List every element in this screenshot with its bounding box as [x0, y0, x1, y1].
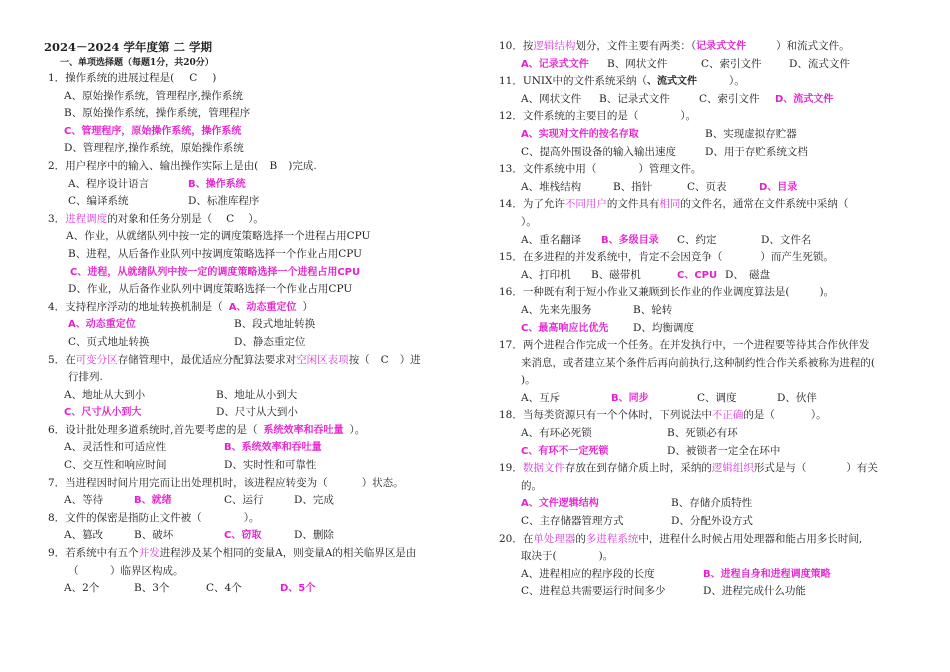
option-c: C、进程，从就绪队列中按一定的调度策略选择一个进程占用CPU [70, 266, 361, 278]
option-d: D、作业，从后备作业队列中调度策略选择一个作业占用CPU [68, 283, 353, 296]
option-b: B、实现虚拟存贮器 [705, 127, 797, 140]
q-stem-tail: 按（ [348, 353, 370, 366]
q-stem-close: ) [212, 72, 217, 84]
q-number: 7． [48, 476, 66, 489]
q-stem-tail: 划分，文件主要有两类：（ [575, 40, 697, 52]
option-c: C、最高响应比优先 [521, 322, 609, 334]
q-number: 15． [499, 251, 523, 264]
option-c: C、编译系统 [68, 195, 129, 208]
question-15 [499, 249, 909, 284]
option-d: D、5个 [280, 583, 316, 595]
q-stem-mid: 存储管理中，最优适应分配算法要求对 [117, 353, 297, 366]
q-stem-close: ）。 [680, 110, 697, 123]
q-number: 10． [499, 40, 523, 52]
option-c: C、有环不一定死锁 [521, 445, 609, 457]
option-b: B、死锁必有环 [667, 427, 738, 440]
question-2 [42, 158, 482, 211]
option-b: B、进程，从后备作业队列中按调度策略选择一个作业占用CPU [68, 247, 362, 260]
option-a: A、进程相应的程序段的长度 [521, 567, 655, 580]
option-d: D、目录 [759, 181, 798, 193]
q-stem-close: )。 [819, 286, 835, 299]
option-d: D、流式文件 [775, 93, 834, 105]
option-c: C、尺寸从小到大 [64, 407, 142, 419]
option-a: A、先来先服务 [521, 303, 592, 316]
option-b: B、破坏 [134, 529, 174, 542]
option-a: A、实现对文件的按名存取 [521, 128, 639, 140]
q-stem-close: ）管理文件。 [638, 163, 702, 176]
option-a: A、重名翻译 [521, 233, 582, 246]
option-b: B、3个 [134, 582, 170, 595]
q-highlight: 空闲区表项 [296, 353, 349, 366]
q-number: 4． [48, 300, 66, 313]
question-10 [499, 38, 909, 73]
option-b: B、存储介质特性 [671, 497, 753, 510]
q-stem-close: ）。 [810, 409, 827, 422]
q-number: 17． [499, 339, 523, 352]
q-stem-close: )完成. [288, 159, 317, 172]
q-number: 6． [48, 423, 66, 436]
q-highlight: 并发 [138, 547, 160, 560]
option-b: B、指针 [613, 180, 653, 193]
q-stem: 文件系统中用（ [522, 163, 597, 176]
option-c: C、进程总共需要运行时间多少 [521, 585, 666, 598]
left-column [42, 38, 482, 598]
q-stem-pre: 按 [522, 40, 534, 52]
question-13 [499, 161, 909, 196]
option-b: B、就绪 [134, 495, 172, 507]
option-d: D、尺寸从大到小 [216, 406, 298, 419]
question-5 [42, 352, 482, 422]
q-stem: 操作系统的进展过程是( [65, 72, 175, 84]
option-b: B、同步 [611, 392, 649, 404]
q-highlight: 不正确 [711, 409, 744, 422]
right-column [499, 38, 909, 601]
question-12 [499, 108, 909, 161]
option-c: C、主存储器管理方式 [521, 515, 624, 528]
option-c: C、索引文件 [699, 92, 760, 105]
q-stem-mid: 存放在到存储介质上时，采纳的 [564, 462, 712, 475]
q-number: 18． [499, 409, 523, 422]
option-d: D、用于存贮系统文档 [705, 145, 808, 158]
option-b: B、轮转 [633, 303, 673, 316]
q-stem-mid: 的 [575, 532, 586, 545]
q-stem: 支持程序浮动的地址转换机制是（ [65, 300, 223, 313]
q-highlight: 可变分区 [75, 353, 118, 366]
option-b: B、段式地址转换 [234, 318, 316, 331]
q-stem-pre: 当每类资源只有一个个体时，下列说法中 [522, 409, 712, 422]
q-number: 11． [499, 75, 523, 88]
q-number: 20． [499, 532, 523, 545]
option-b: B、多级目录 [601, 234, 659, 246]
option-a: A、动态重定位 [68, 319, 136, 331]
q-stem-close: ）。 [729, 75, 745, 88]
q-stem-mid: 的文件具有 [606, 198, 660, 211]
question-6 [42, 422, 482, 475]
option-b: B、进程自身和进程调度策略 [703, 568, 831, 580]
option-a: A、篡改 [64, 529, 104, 542]
q-stem: 用户程序中的输入、输出操作实际上是由( [65, 159, 259, 172]
option-b: B、地址从小到大 [216, 388, 298, 401]
question-20 [499, 531, 909, 601]
option-a: A、记录式文件 [521, 58, 589, 70]
q-number: 14． [499, 198, 523, 211]
option-b: B、系统效率和吞吐量 [224, 442, 322, 454]
q-stem: 的对象和任务分别是（ [107, 212, 213, 225]
option-d: D、静态重定位 [234, 335, 306, 348]
q-stem-close: ）而产生死锁。 [760, 251, 834, 264]
q-number: 9． [48, 547, 66, 560]
q-number: 1． [48, 72, 66, 84]
q-continuation: 取决于( )。 [521, 550, 614, 563]
option-a: A、网状文件 [521, 92, 582, 105]
q-stem: UNIX中的文件系统采纳（ [522, 75, 648, 88]
q-highlight: 数据文件 [522, 462, 565, 475]
q-highlight: 逻辑结构 [533, 40, 576, 52]
option-d: D、均衡调度 [633, 321, 694, 334]
q-answer: A、动态重定位 [228, 301, 297, 313]
option-a: A、原始操作系统，管理程序,操作系统 [64, 89, 243, 102]
q-stem-tail: 的是（ [743, 409, 775, 422]
q-highlight: 多进程系统 [585, 532, 639, 545]
q-number: 3． [48, 212, 66, 225]
option-a: A、文件逻辑结构 [521, 498, 599, 510]
q-highlight: 逻辑组织 [711, 462, 754, 475]
q-answer: B [269, 159, 278, 172]
q-continuation: 来消息，或者建立某个条件后再向前执行,这种制约性合作关系被称为进程的( [521, 356, 875, 369]
question-14 [499, 196, 909, 249]
option-c: C、提高外围设备的输入输出速度 [521, 145, 677, 158]
q-stem-close: ）和流式文件。 [776, 40, 850, 52]
question-11 [499, 73, 909, 108]
q-stem-tail: 形式是与（ [753, 462, 807, 475]
q-stem: 两个进程合作完成一个任务。在并发执行中，一个进程要等待其合作伙伴发 [522, 339, 870, 352]
q-stem-close: ）状态。 [361, 476, 404, 489]
option-d: D、管理程序,操作系统，原始操作系统 [64, 142, 244, 155]
q-stem-close: ）。 [248, 212, 264, 225]
q-stem: 在多进程的并发系统中，肯定不会因竞争（ [522, 251, 723, 264]
option-c: C、窃取 [224, 530, 262, 542]
question-17 [499, 337, 909, 407]
q-stem: 设计批处理多道系统时,首先要考虑的是（ [65, 423, 258, 436]
q-highlight: 不同用户 [564, 198, 607, 211]
q-stem: 当进程因时间片用完而让出处理机时，该进程应转变为（ [65, 476, 328, 489]
q-stem: 文件的保密是指防止文件被（ [65, 511, 202, 524]
q-continuation: 的。 [521, 479, 542, 492]
question-8 [42, 510, 482, 545]
q-number: 5． [48, 353, 66, 366]
option-d: D、进程完成什么功能 [703, 585, 806, 598]
option-a: A、打印机 [521, 268, 571, 281]
question-3 [42, 211, 482, 299]
q-stem-pre: 在 [522, 532, 534, 545]
question-9 [42, 545, 482, 598]
q-answer: 系统效率和吞吐量 [263, 424, 344, 436]
option-a: A、堆栈结构 [521, 180, 582, 193]
section-heading: 一、单项选择题（每题1分，共20分） [60, 58, 214, 68]
option-a: A、互斥 [521, 391, 561, 404]
q-number: 19． [499, 462, 523, 475]
q-continuation: )。 [521, 374, 536, 387]
option-c: C、调度 [697, 391, 737, 404]
q-stem-close: ）。 [349, 423, 366, 436]
q-stem-close: ）有关 [846, 462, 878, 475]
q-answer: C [380, 353, 389, 366]
option-c: C、CPU [677, 269, 718, 281]
q-stem-close: ）。 [243, 511, 260, 524]
q-continuation: ）。 [521, 215, 537, 228]
q-continuation: （ ）临界区构成。 [68, 564, 184, 577]
question-16 [499, 284, 909, 337]
q-number: 8． [48, 511, 66, 524]
q-highlight: 单处理器 [533, 532, 576, 545]
option-d: D、标准库程序 [188, 195, 260, 208]
q-stem-pre: 在 [65, 353, 76, 366]
option-c: C、页表 [687, 180, 727, 193]
option-d: D、删除 [294, 529, 334, 542]
q-number: 12． [499, 110, 523, 123]
page-title: 2024－2024 学年度第 二 学期 [44, 40, 213, 54]
option-b: B、磁带机 [591, 268, 641, 281]
q-answer: C [226, 212, 235, 225]
q-stem-tail: 的文件名，通常在文件系统中采纳（ [680, 198, 849, 211]
option-b: B、操作系统 [188, 178, 246, 190]
question-18 [499, 407, 909, 460]
q-stem-close: ） [302, 300, 313, 313]
option-d: D、分配外设方式 [671, 515, 753, 528]
option-c: C、索引文件 [701, 57, 762, 70]
q-stem-pre: 为了允许 [522, 198, 565, 211]
option-d: D、流式文件 [789, 57, 850, 70]
option-c: C、运行 [224, 494, 264, 507]
option-a: A、程序设计语言 [68, 177, 150, 190]
option-c: C、交互性和响应时间 [64, 459, 167, 472]
option-d: D、实时性和可靠性 [224, 459, 317, 472]
q-stem-pre: 若系统中有五个 [65, 547, 139, 560]
q-answer: 、流式文件 [647, 76, 698, 88]
q-stem-tail: 中，进程什么时候占用处理器和能占用多长时间, [638, 532, 863, 545]
option-c: C、管理程序，原始操作系统，操作系统 [64, 125, 242, 137]
option-b: B、网状文件 [607, 57, 668, 70]
q-answer: C [189, 72, 198, 84]
option-c: C、4个 [206, 582, 242, 595]
q-number: 13． [499, 163, 523, 176]
question-1 [42, 70, 482, 158]
option-d: D、 磁盘 [725, 268, 771, 281]
option-b: B、记录式文件 [599, 92, 670, 105]
option-a: A、有环必死锁 [521, 427, 592, 440]
question-7 [42, 475, 482, 510]
option-d: D、文件名 [761, 233, 812, 246]
option-a: A、2个 [64, 582, 100, 595]
q-highlight: 进程调度 [65, 212, 108, 225]
q-stem: 文件系统的主要目的是（ [522, 110, 639, 123]
option-a: A、地址从大到小 [64, 388, 146, 401]
question-19 [499, 460, 909, 530]
option-d: D、完成 [294, 494, 334, 507]
option-c: C、约定 [677, 233, 717, 246]
q-continuation: 行排列. [68, 371, 103, 384]
option-d: D、伙伴 [777, 391, 817, 404]
q-number: 2． [48, 159, 66, 172]
q-answer: 记录式文件 [696, 41, 747, 52]
q-stem-close: ）进 [399, 353, 421, 366]
option-b: B、原始操作系统，操作系统，管理程序 [64, 107, 251, 120]
option-a: A、灵活性和可适应性 [64, 441, 167, 454]
q-stem-tail: 进程涉及某个相同的变量A，则变量A的相关临界区是由 [159, 547, 417, 560]
question-4 [42, 299, 482, 352]
option-d: D、被锁者一定全在环中 [667, 444, 781, 457]
q-highlight: 相同 [659, 198, 681, 211]
q-number: 16． [499, 286, 523, 299]
q-stem: 一种既有利于短小作业又兼顾到长作业的作业调度算法是( [522, 286, 790, 299]
option-c: C、页式地址转换 [68, 335, 150, 348]
option-a: A、等待 [64, 494, 104, 507]
option-a: A、作业，从就绪队列中按一定的调度策略选择一个进程占用CPU [66, 230, 371, 243]
